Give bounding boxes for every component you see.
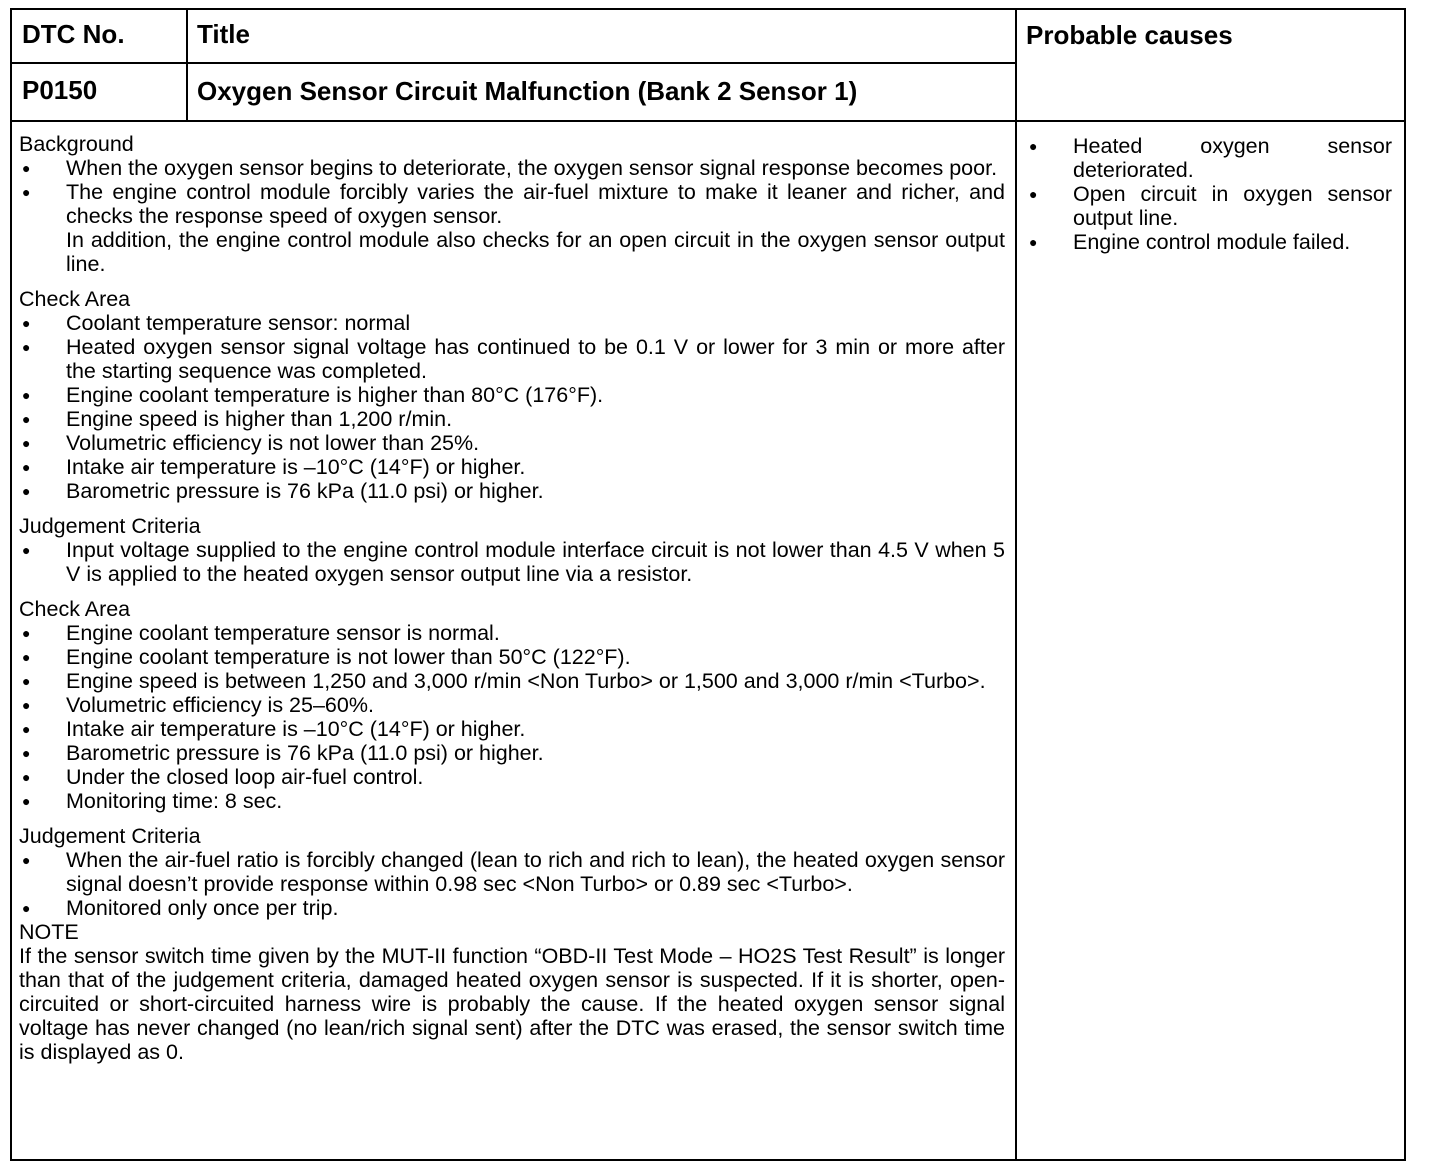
bullet-list xyxy=(19,538,1005,586)
list-item: ● Under the closed loop air-fuel control. xyxy=(19,765,1005,789)
check-area-section xyxy=(19,597,1005,813)
bullet-list xyxy=(19,621,1005,813)
list-item-with-continuation xyxy=(19,180,1005,276)
list-item-continuation: In addition, the engine control module also checks for an open circuit in the oxygen sensor output line. xyxy=(66,228,1005,276)
section-title: Background xyxy=(19,132,134,156)
list-item: ● Engine coolant temperature sensor is normal. xyxy=(19,621,1005,645)
list-item: ● Engine speed is higher than 1,200 r/min. xyxy=(19,407,1005,431)
section-title: Judgement Criteria xyxy=(19,514,201,538)
list-item: ● Barometric pressure is 76 kPa (11.0 psi) or higher. xyxy=(19,741,1005,765)
judgement-criteria-section xyxy=(19,514,1005,586)
bullet-list xyxy=(19,311,1005,503)
list-item: ● Engine coolant temperature is not lower than 50°C (122°F). xyxy=(19,645,1005,669)
list-item: ● Intake air temperature is –10°C (14°F) or higher. xyxy=(19,717,1005,741)
list-item: ● Volumetric efficiency is 25–60%. xyxy=(19,693,1005,717)
table-border-right xyxy=(1404,8,1406,1161)
causes-list xyxy=(1026,134,1392,254)
header-dtc-label: DTC No. xyxy=(22,19,125,49)
divider-dtc-title xyxy=(186,8,188,122)
cause-item: ● Open circuit in oxygen sensor output line. xyxy=(1026,182,1392,230)
table-border-top xyxy=(10,8,1406,10)
list-item: ● When the air-fuel ratio is forcibly changed (lean to rich and rich to lean), the heated oxygen sensor signal doesn’t provide response within 0.98 sec <Non Turbo> or 0.89 sec <Turbo>. xyxy=(19,848,1005,896)
note-section xyxy=(19,920,1005,1064)
bullet-list xyxy=(19,156,1005,276)
background-section xyxy=(19,132,1005,276)
list-item: ● Heated oxygen sensor signal voltage has continued to be 0.1 V or lower for 3 min or more after the starting sequence was completed. xyxy=(19,335,1005,383)
list-item: ● Coolant temperature sensor: normal xyxy=(19,311,1005,335)
dtc-code: P0150 xyxy=(22,75,98,105)
list-item: ● Engine coolant temperature is higher than 80°C (176°F). xyxy=(19,383,1005,407)
judgement-criteria-section xyxy=(19,824,1005,920)
cause-item: ● Engine control module failed. xyxy=(1026,230,1392,254)
list-item: ● Barometric pressure is 76 kPa (11.0 psi) or higher. xyxy=(19,479,1005,503)
check-area-section xyxy=(19,287,1005,503)
cause-item: ● Heated oxygen sensor deteriorated. xyxy=(1026,134,1392,182)
divider-causes xyxy=(1015,8,1017,1161)
section-title: Judgement Criteria xyxy=(19,824,201,848)
note-title: NOTE xyxy=(19,920,79,944)
list-item-text: The engine control module forcibly varies the air-fuel mixture to make it leaner and richer, and checks the response speed of oxygen sensor. xyxy=(66,180,1005,228)
list-item: ● When the oxygen sensor begins to deteriorate, the oxygen sensor signal response becomes poor. xyxy=(19,156,1005,180)
note-text: If the sensor switch time given by the MUT-II function “OBD-II Test Mode – HO2S Test Result” is longer than that of the judgement criteria, damaged heated oxygen sensor is suspected. If it is shorter, open-circuited or short-circuited harness wire is probably the cause. If the heated oxygen sensor signal voltage has never changed (no lean/rich signal sent) after the DTC was erased, the sensor switch time is displayed as 0. xyxy=(19,944,1005,1064)
dtc-title: Oxygen Sensor Circuit Malfunction (Bank 2 Sensor 1) xyxy=(197,76,858,106)
list-item: ● Engine speed is between 1,250 and 3,000 r/min <Non Turbo> or 1,500 and 3,000 r/min <Turbo>. xyxy=(19,669,1005,693)
bullet-list xyxy=(19,848,1005,920)
list-item: ● Volumetric efficiency is not lower than 25%. xyxy=(19,431,1005,455)
header-title-label: Title xyxy=(197,19,250,49)
table-border-bottom xyxy=(10,1159,1406,1161)
table-border-left xyxy=(10,8,12,1161)
section-title: Check Area xyxy=(19,597,131,621)
list-item: ● Monitoring time: 8 sec. xyxy=(19,789,1005,813)
list-item: ● Input voltage supplied to the engine control module interface circuit is not lower than 4.5 V when 5 V is applied to the heated oxygen sensor output line via a resistor. xyxy=(19,538,1005,586)
section-title: Check Area xyxy=(19,287,131,311)
list-item: ● Intake air temperature is –10°C (14°F) or higher. xyxy=(19,455,1005,479)
header-causes-label: Probable causes xyxy=(1026,20,1233,50)
description-column xyxy=(19,132,1005,1064)
list-item: ● Monitored only once per trip. xyxy=(19,896,1005,920)
divider-header-row xyxy=(10,62,1016,64)
probable-causes-column xyxy=(1026,134,1392,254)
divider-body xyxy=(10,120,1406,122)
